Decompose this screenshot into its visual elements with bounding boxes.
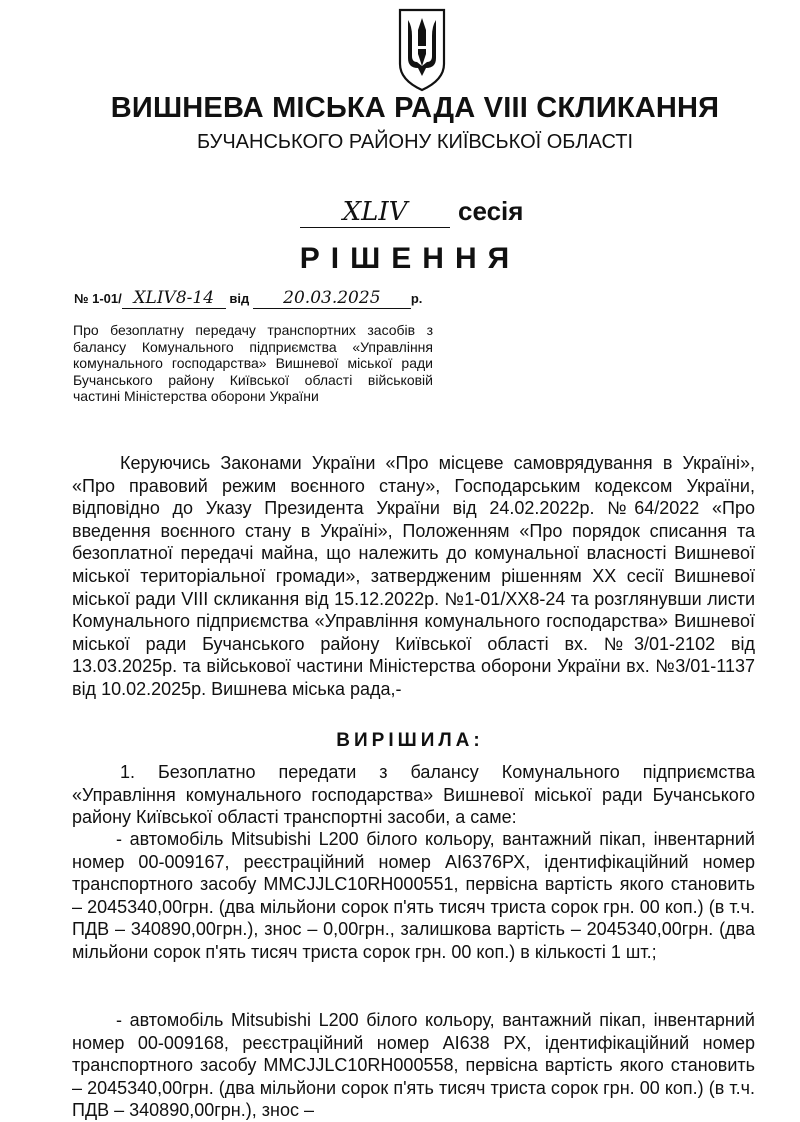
session-number-handwritten: XLIV — [300, 197, 450, 228]
trident-coat-of-arms-icon — [394, 6, 450, 92]
decision-subject: Про безоплатну передачу транспортних засобів з балансу Комунального підприємства «Управління комунального господарства» Вишневої міської ради Бучанського району Київської області військовій частині Міністерства оборони України — [73, 322, 433, 404]
decision-number-line — [74, 288, 422, 309]
council-name: ВИШНЕВА МІСЬКА РАДА VIII СКЛИКАННЯ — [110, 92, 720, 124]
year-suffix: р. — [410, 291, 423, 306]
decision-date-handwritten: 20.03.2025 — [253, 288, 411, 309]
session-label: сесія — [458, 196, 524, 226]
preamble-paragraph: Керуючись Законами України «Про місцеве самоврядування в Україні», «Про правовий режим воєнного стану», Господарським кодексом України, відповідно до Указу Президента України від 24.02.2022р. №64/2022 «Про введення воєнного стану в Україні», Положенням «Про порядок списання та безоплатної передачі майна, що належить до комунальної власності Вишневої міської територіальної громади», затвердженим рішенням XX сесії Вишневої міської ради VIII скликання від 15.12.2022р. №1-01/XX8-24 та розглянувши листи Комунального підприємства «Управління комунального господарства» Вишневої міської ради Бучанського району Київської області вх. №3/01-2102 від 13.03.2025р. та військової частини Міністерства оборони України вх. №3/01-1137 від 10.02.2025р. Вишнева міська рада,- — [72, 453, 755, 699]
document-title: РІШЕННЯ — [299, 242, 521, 275]
vehicle-1-paragraph: - автомобіль Mitsubishi L200 білого кольору, вантажний пікап, інвентарний номер 00-009167, реєстраційний номер АІ6376РХ, ідентифікаційний номер транспортного засобу MMCJJLC10RH000551, первісна вартість якого становить – 2045340,00грн. (два мільйони сорок п'ять тисяч триста сорок грн. 00 коп.) (в т.ч. ПДВ – 340890,00грн.), знос – 0,00грн., залишкова вартість – 2045340,00грн. (два мільйони сорок п'ять тисяч триста сорок грн. 00 коп.) в кількості 1 шт.; — [72, 829, 755, 962]
decision-number-prefix: № 1-01/ — [74, 291, 122, 306]
district-name: БУЧАНСЬКОГО РАЙОНУ КИЇВСЬКОЇ ОБЛАСТІ — [196, 131, 633, 153]
date-label: від — [229, 291, 250, 306]
vehicle-2-paragraph: - автомобіль Mitsubishi L200 білого кольору, вантажний пікап, інвентарний номер 00-009168, реєстраційний номер АІ638 РХ, ідентифікаційний номер транспортного засобу MMCJJLC10RH000558, первісна вартість якого становить – 2045340,00грн. (два мільйони сорок п'ять тисяч триста сорок грн. 00 коп.) (в т.ч. ПДВ – 340890,00грн.), знос – — [72, 1010, 755, 1121]
session-line — [300, 196, 523, 228]
decision-number-handwritten: XLIV8-14 — [122, 288, 226, 309]
resolved-heading: ВИРІШИЛА: — [336, 730, 484, 751]
item-1-paragraph: 1. Безоплатно передати з балансу Комунального підприємства «Управління комунального господарства» Вишневої міської ради Бучанського району Київської області транспортні засоби, а саме: — [72, 762, 755, 828]
